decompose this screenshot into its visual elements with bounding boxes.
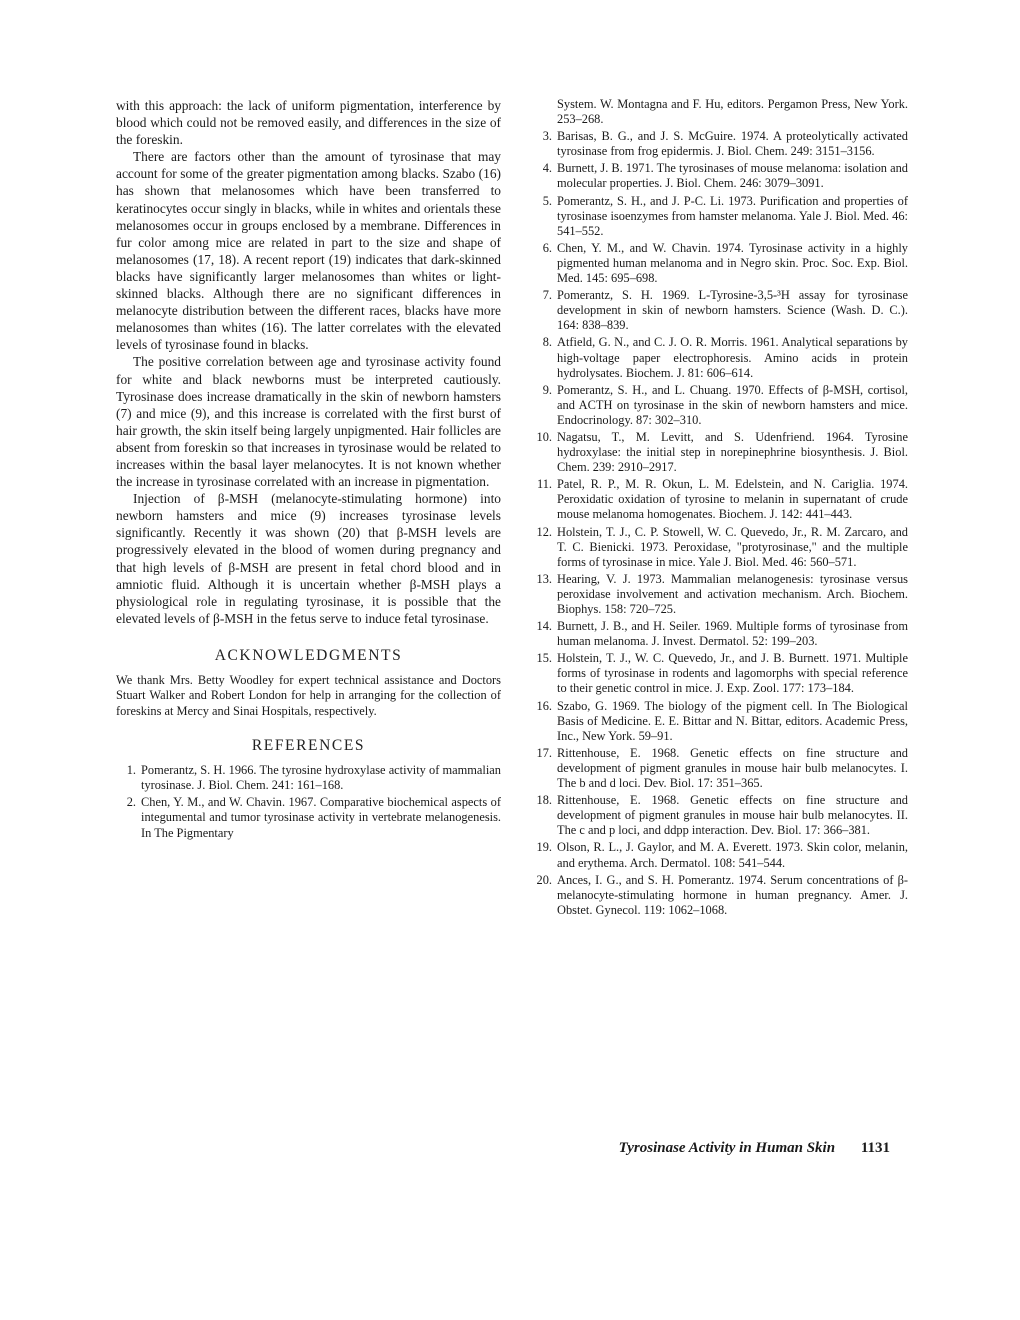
reference-item [116,763,501,793]
reference-number: 10. [536,429,552,444]
reference-number: 2. [126,795,136,810]
references-heading: REFERENCES [251,737,366,755]
reference-number: 8. [542,335,552,350]
reference-number: 14. [536,619,552,634]
reference-item [532,129,908,159]
reference-number: 11. [536,477,552,492]
reference-text: Olson, R. L., J. Gaylor, and M. A. Everett. 1973. Skin color, melanin, and erythema. Arch. Dermatol. 108: 541–544. [557,840,908,870]
reference-text: Pomerantz, S. H., and J. P-C. Li. 1973. Purification and properties of tyrosinase isoenzymes from hamster melanoma. Yale J. Biol. Med. 46: 541–552. [557,193,908,238]
reference-item [532,161,908,191]
reference-item [532,840,908,870]
reference-item [532,572,908,617]
reference-text: Szabo, G. 1969. The biology of the pigment cell. In The Biological Basis of Medicine. E. E. Bittar and N. Bittar, editors. Academic Press, Inc., New York. 59–91. [557,698,908,743]
reference-text: Rittenhouse, E. 1968. Genetic effects on fine structure and development of pigment granules in mouse hair bulb melanocytes. II. The c and p loci, and ddpp interaction. Dev. Biol. 17: 366–381. [557,793,908,838]
reference-text: Holstein, T. J., W. C. Quevedo, Jr., and J. B. Burnett. 1971. Multiple forms of tyrosinase in rodents and lagomorphs with special reference to their genetic control in mice. J. Exp. Zool. 177: 173–184. [557,651,908,696]
acknowledgments-heading: ACKNOWLEDGMENTS [214,646,403,664]
reference-item [532,525,908,570]
reference-item [532,477,908,522]
reference-list-left [116,763,501,840]
reference-item [532,873,908,918]
reference-number: 12. [536,524,552,539]
reference-item [532,699,908,744]
body-paragraph: There are factors other than the amount of tyrosinase that may account for some of the greater pigmentation among blacks. Szabo (16) has shown that melanosomes which have been transferred to keratinocytes occur singly in blacks, while in whites and orientals these melanosomes occur in groups enclosed by a membrane. Differences in fur color among mice are related in part to the size and shape of melanosomes (17, 18). A recent report (19) indicates that dark-skinned blacks have significantly larger melanosomes than whites or light-skinned blacks. Although there are no significant differences in melanocyte distribution between the different races, blacks have more melanosomes than whites (16). The latter correlates with the elevated levels of tyrosinase found in blacks. [116,149,501,353]
reference-item [532,335,908,380]
body-paragraph: Injection of β-MSH (melanocyte-stimulating hormone) into newborn hamsters and mice (9) increases tyrosinase levels significantly. Recently it was shown (20) that β-MSH levels are progressively elevated in the blood of women during pregnancy and that high levels of β-MSH are present in fetal chord blood and in amniotic fluid. Although it is uncertain whether β-MSH plays a physiological role in regulating tyrosinase, it is possible that the elevated levels of β-MSH in the fetus serve to induce fetal tyrosinase. [116,491,501,626]
reference-item [532,194,908,239]
reference-list-right [532,129,908,918]
reference-item [532,383,908,428]
reference-item [532,241,908,286]
reference-text: Pomerantz, S. H., and L. Chuang. 1970. Effects of β-MSH, cortisol, and ACTH on tyrosinase in the skin of newborn hamsters and mice. Endocrinology. 87: 302–310. [557,382,908,427]
reference-text: Pomerantz, S. H. 1966. The tyrosine hydroxylase activity of mammalian tyrosinase. J. Biol. Chem. 241: 161–168. [141,763,501,793]
right-column [532,97,908,920]
reference-text: Pomerantz, S. H. 1969. L-Tyrosine-3,5-³H assay for tyrosinase development in skin of newborn hamsters. Science (Wash. D. C.). 164: 838–839. [557,288,908,333]
body-paragraph: The positive correlation between age and tyrosinase activity found for white and black newborns must be interpreted cautiously. Tyrosinase does increase dramatically in the skin of newborn hamsters (7) and mice (9), and this increase is correlated with the first burst of hair growth, the skin itself being largely unpigmented. Hair follicles are absent from foreskin so that increases in tyrosinase would be related to increases within the basal layer melanocytes. It is not known whether the increase in tyrosinase correlated with an increase in pigmentation. [116,354,501,490]
reference-text: Rittenhouse, E. 1968. Genetic effects on fine structure and development of pigment granules in mouse hair bulb melanocytes. I. The b and d loci. Dev. Biol. 17: 351–365. [557,745,908,791]
acknowledgments-text: We thank Mrs. Betty Woodley for expert technical assistance and Doctors Stuart Walker and Robert London for help in arranging for the collection of foreskins at Mercy and Sinai Hospitals, respectively. [116,672,501,718]
reference-item [532,651,908,696]
page-number: 1131 [860,1140,890,1156]
body-paragraph: with this approach: the lack of uniform pigmentation, interference by blood which could not be removed easily, and differences in the size of the foreskin. [116,98,501,148]
reference-number: 17. [536,745,552,760]
reference-number: 16. [536,698,552,713]
reference-number: 3. [542,129,552,144]
running-title: Tyrosinase Activity in Human Skin [618,1140,836,1156]
reference-number: 19. [536,840,552,855]
page-footer [532,1140,890,1157]
reference-number: 18. [536,793,552,808]
reference-text: Holstein, T. J., C. P. Stowell, W. C. Quevedo, Jr., R. M. Zarcaro, and T. C. Bienicki. 1973. Peroxidase, "protyrosinase," and the multiple forms of tyrosinase in mice. Yale J. Biol. Med. 46: 560–571. [557,524,908,569]
reference-continuation: System. W. Montagna and F. Hu, editors. Pergamon Press, New York. 253–268. [557,97,908,127]
reference-number: 4. [542,161,552,176]
reference-text: Burnett, J. B. 1971. The tyrosinases of mouse melanoma: isolation and molecular properties. J. Biol. Chem. 246: 3079–3091. [557,161,908,191]
reference-number: 7. [542,288,552,303]
reference-text: Patel, R. P., M. R. Okun, L. M. Edelstein, and N. Cariglia. 1974. Peroxidatic oxidation of tyrosine to melanin in supernatant of crude mouse melanoma homogenates. Biochem. J. 142: 441–443. [557,477,908,522]
reference-text: Hearing, V. J. 1973. Mammalian melanogenesis: tyrosinase versus peroxidase involvement and activation mechanism. Arch. Biochem. Biophys. 158: 720–725. [557,571,908,616]
reference-text: Chen, Y. M., and W. Chavin. 1967. Comparative biochemical aspects of integumental and tumor tyrosinase activity in vertebrate melanogenesis. In The Pigmentary [141,795,501,840]
reference-text: Barisas, B. G., and J. S. McGuire. 1974. A proteolytically activated tyrosinase from frog epidermis. J. Biol. Chem. 249: 3151–3156. [557,129,908,159]
reference-number: 6. [542,240,552,255]
reference-text: Nagatsu, T., M. Levitt, and S. Udenfriend. 1964. Tyrosine hydroxylase: the initial step in norepinephrine biosynthesis. J. Biol. Chem. 239: 2910–2917. [557,429,908,475]
reference-number: 13. [536,571,552,586]
reference-text: Burnett, J. B., and H. Seiler. 1969. Multiple forms of tyrosinase from human melanoma. J. Invest. Dermatol. 52: 199–203. [557,619,908,649]
reference-item [532,430,908,475]
reference-text: Ances, I. G., and S. H. Pomerantz. 1974. Serum concentrations of β-melanocyte-stimulating hormone in human pregnancy. Amer. J. Obstet. Gynecol. 119: 1062–1068. [557,872,908,917]
reference-item [532,619,908,649]
reference-text: Atfield, G. N., and C. J. O. R. Morris. 1961. Analytical separations by high-voltage paper electrophoresis. Amino acids in protein hydrolysates. Biochem. J. 81: 606–614. [557,335,908,380]
reference-number: 15. [536,651,552,666]
reference-number: 5. [542,193,552,208]
reference-item [532,288,908,333]
reference-item [116,795,501,840]
reference-number: 9. [542,382,552,397]
reference-number: 1. [126,763,136,778]
left-column [116,97,501,843]
reference-item [532,793,908,838]
reference-number: 20. [536,872,552,887]
reference-item [532,746,908,791]
reference-text: Chen, Y. M., and W. Chavin. 1974. Tyrosinase activity in a highly pigmented human melanoma and in Negro skin. Proc. Soc. Exp. Biol. Med. 145: 695–698. [557,240,908,286]
